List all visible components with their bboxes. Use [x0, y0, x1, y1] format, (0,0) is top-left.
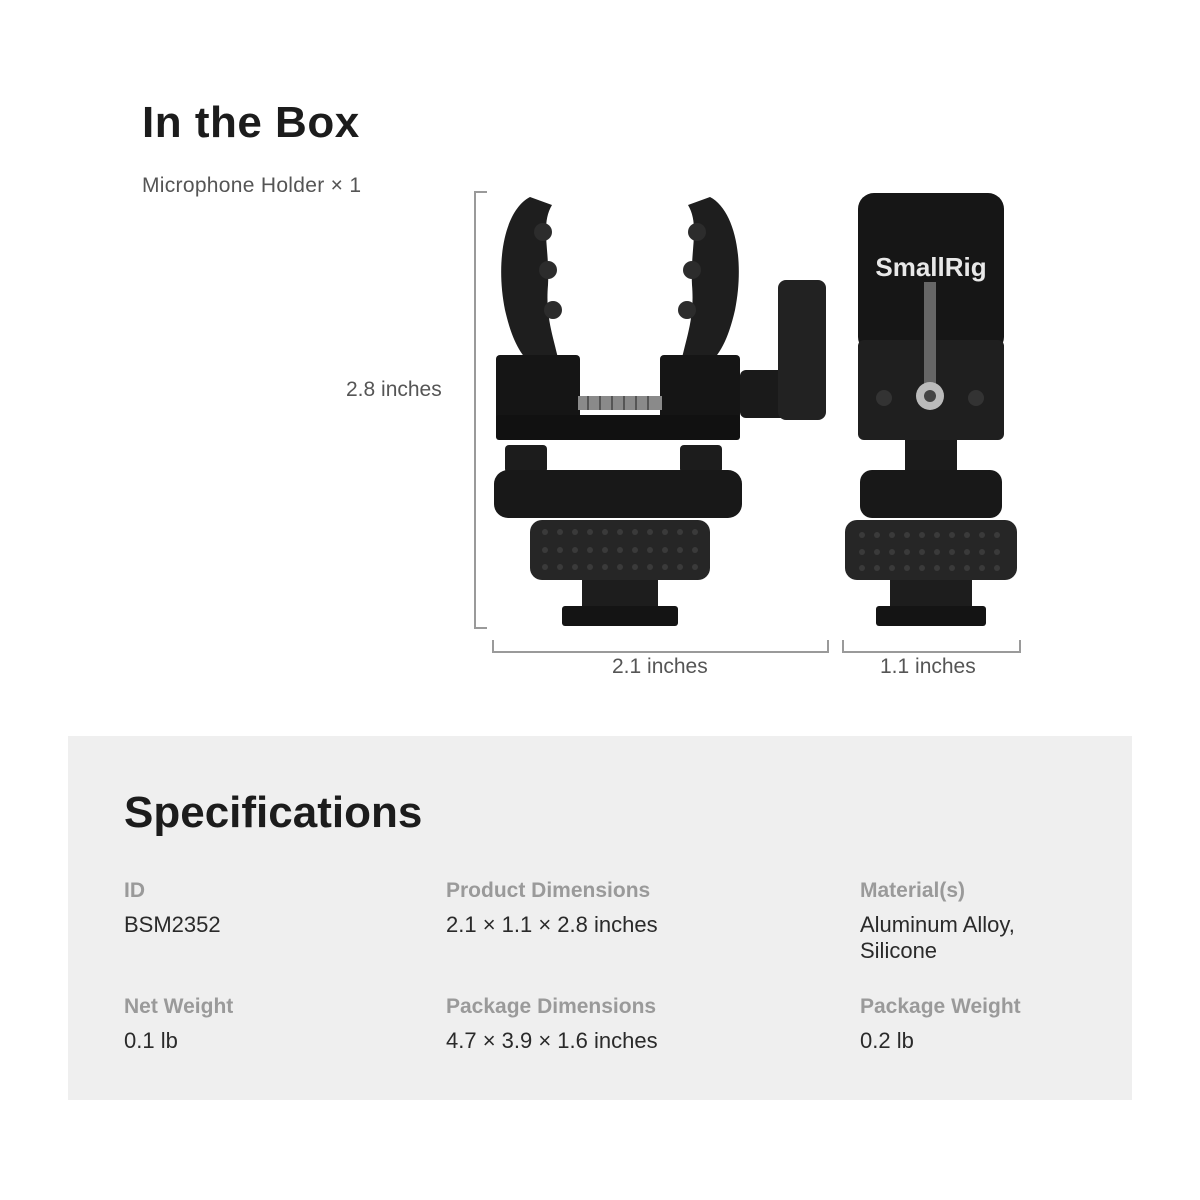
spec-label: ID: [124, 879, 145, 902]
spec-label: Product Dimensions: [446, 879, 651, 902]
depth-dimension-label: 1.1 inches: [880, 655, 976, 678]
spec-value: 0.1 lb: [124, 1028, 178, 1053]
box-contents-text: Microphone Holder × 1: [142, 174, 362, 197]
spec-value: 4.7 × 3.9 × 1.6 inches: [446, 1028, 658, 1053]
spec-id: [124, 878, 424, 938]
spec-value: 2.1 × 1.1 × 2.8 inches: [446, 912, 658, 937]
specifications-title: Specifications: [124, 788, 423, 837]
page-title: In the Box: [142, 98, 360, 147]
height-dimension-label: 2.8 inches: [346, 378, 442, 401]
specifications-panel: [68, 736, 1132, 1100]
smallrig-logo: SmallRig: [875, 252, 987, 282]
spec-label: Package Weight: [860, 995, 1021, 1018]
clamp-side-view: [845, 193, 1017, 626]
width-dimension-label: 2.1 inches: [612, 655, 708, 678]
spec-product-dimensions: [446, 878, 746, 938]
spec-label: Package Dimensions: [446, 995, 657, 1018]
spec-net-weight: [124, 994, 424, 1054]
spec-label: Net Weight: [124, 995, 234, 1018]
clamp-front-view: [494, 197, 826, 626]
spec-value: Aluminum Alloy, Silicone: [860, 912, 1015, 963]
spec-label: Material(s): [860, 879, 966, 902]
spec-package-weight: [860, 994, 1160, 1054]
spec-value: 0.2 lb: [860, 1028, 914, 1053]
spec-package-dimensions: [446, 994, 746, 1054]
spec-materials: [860, 878, 1160, 964]
spec-value: BSM2352: [124, 912, 221, 937]
